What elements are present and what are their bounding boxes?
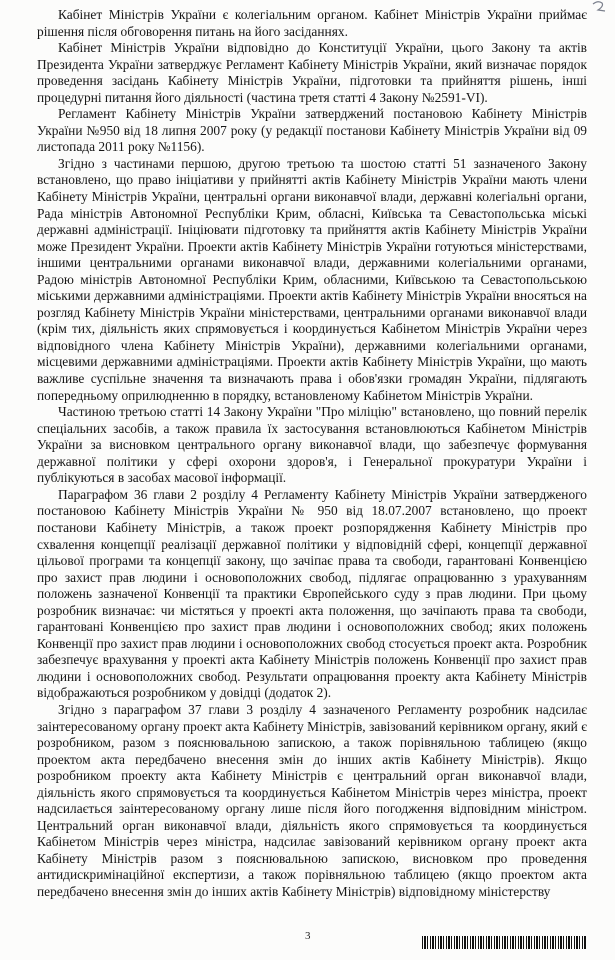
- paragraph-7: Згідно з параграфом 37 глави 3 розділу 4 зазначеного Регламенту розробник надсилає заінтересованому органу проект акта Кабінету Міністрів, завізований керівником органу, який є розробником, разом з пояснювальною запискою, а також порівняльною таблицею (якщо проектом акта передбачено внесення змін до інших актів Кабінету Міністрів). Якщо розробником проекту акта Кабінету Міністрів є центральний орган виконавчої влади, діяльність якого спрямовується та координується Кабінетом Міністрів через міністра, проект надсилається заінтересованому органу лише після його погодження відповідним міністром. Центральний орган виконавчої влади, діяльність якого спрямовується та координується Кабінетом Міністрів через міністра, надсилає завізований керівником органу проект акта Кабінету Міністрів разом з пояснювальною запискою, висновком про проведення антидискримінаційної експертизи, а також порівняльною таблицею (якщо проектом акта передбачено внесення змін до інших актів Кабінету Міністрів) відповідному міністерству: [37, 701, 587, 899]
- paragraph-1: Кабінет Міністрів України є колегіальним органом. Кабінет Міністрів України приймає рішення після обговорення питань на його засіданнях.: [37, 7, 587, 39]
- handwritten-page-mark: [589, 0, 609, 14]
- paragraph-3: Регламент Кабінету Міністрів України затверджений постановою Кабінету Міністрів України №950 від 18 липня 2007 року (у редакції постанови Кабінету Міністрів України від 09 листопада 2011 року №1156).: [37, 106, 587, 155]
- paragraph-4: Згідно з частинами першою, другою третьою та шостою статті 51 зазначеного Закону встановлено, що право ініціативи у прийнятті актів Кабінету Міністрів України мають члени Кабінету Міністрів України, центральні органи виконавчої влади, державні колегіальні органи, Рада міністрів Автономної Республіки Крим, обласні, Київська та Севастопольська міські державні адміністрації. Ініціювати підготовку та прийняття актів Кабінету Міністрів України може Президент України. Проекти актів Кабінету Міністрів України готуються міністерствами, іншими центральними органами виконавчої влади, державними колегіальними органами, Радою міністрів Автономної Республіки Крим, обласними, Київською та Севастопольською міськими державними адміністраціями. Проекти актів Кабінету Міністрів України вносяться на розгляд Кабінету Міністрів України міністерствами, центральними органами виконавчої влади (крім тих, діяльність яких спрямовується і координується Кабінетом Міністрів України через відповідного члена Кабінету Міністрів України), державними колегіальними органами, місцевими державними адміністраціями. Проекти актів Кабінету Міністрів України, що мають важливе суспільне значення та визначають права і обов'язки громадян України, підлягають попередньому оприлюдненню в порядку, встановленому Кабінетом Міністрів України.: [37, 155, 587, 403]
- barcode: [422, 936, 586, 949]
- paragraph-6: Параграфом 36 глави 2 розділу 4 Регламенту Кабінету Міністрів України затвердженого постановою Кабінету Міністрів України № 950 від 18.07.2007 встановлено, що проект постанови Кабінету Міністрів, а також проект розпорядження Кабінету Міністрів про схвалення концепції реалізації державної політики у відповідній сфері, концепції державної цільової програми та концепції закону, що зачіпає права та свободи, гарантовані Конвенцією про захист прав людини і основоположних свобод, підлягає опрацюванню з урахуванням положень зазначеної Конвенції та практики Європейського суду з прав людини. При цьому розробник визначає: чи містяться у проекті акта положення, що зачіпають права та свободи, гарантовані Конвенцією про захист прав людини і основоположних свобод; яких положень Конвенції про захист прав людини і основоположних свобод стосується проект акта. Розробник забезпечує врахування у проекті акта Кабінету Міністрів положень Конвенції про захист прав людини і основоположних свобод. Результати опрацювання проекту акта Кабінету Міністрів відображаються розробником у довідці (додаток 2).: [37, 486, 587, 701]
- paragraph-5: Частиною третьою статті 14 Закону України "Про міліцію" встановлено, що повний перелік спеціальних засобів, а також правила їх застосування встановлюються Кабінетом Міністрів України за висновком центрального органу виконавчої влади, що забезпечує формування державної політики у сфері охорони здоров'я, і Генеральної прокуратури України і публікуються в засобах масової інформації.: [37, 404, 587, 486]
- paragraph-2: Кабінет Міністрів України відповідно до Конституції України, цього Закону та актів Президента України затверджує Регламент Кабінету Міністрів України, який визначає порядок проведення засідань Кабінету Міністрів України, підготовки та прийняття рішень, інші процедурні питання його діяльності (частина третя статті 4 Закону №2591-VI).: [37, 40, 587, 105]
- document-body: [37, 7, 587, 901]
- page-number: 3: [305, 930, 311, 942]
